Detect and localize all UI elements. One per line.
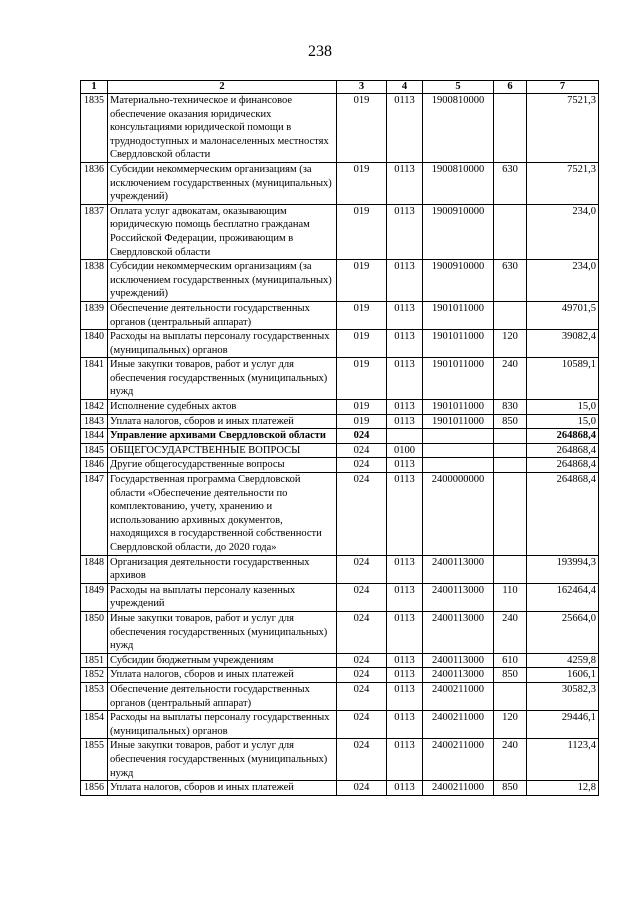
row-number: 1843: [81, 414, 108, 429]
expense-type-code: [494, 473, 527, 556]
section-code: [387, 429, 423, 444]
table-row: [81, 739, 599, 781]
item-name: Уплата налогов, сборов и иных платежей: [108, 781, 337, 796]
amount: 234,0: [527, 204, 599, 259]
expense-type-code: 630: [494, 260, 527, 302]
row-number: 1847: [81, 473, 108, 556]
section-code: 0100: [387, 443, 423, 458]
item-name: Управление архивами Свердловской области: [108, 429, 337, 444]
table-row: [81, 260, 599, 302]
expense-type-code: [494, 682, 527, 710]
section-code: 0113: [387, 653, 423, 668]
row-number: 1842: [81, 400, 108, 415]
amount: 264868,4: [527, 458, 599, 473]
item-name: Уплата налогов, сборов и иных платежей: [108, 668, 337, 683]
section-code: 0113: [387, 583, 423, 611]
item-name: Организация деятельности государственных архивов: [108, 555, 337, 583]
amount: 49701,5: [527, 301, 599, 329]
ministry-code: 024: [337, 443, 387, 458]
target-article-code: [423, 443, 494, 458]
row-number: 1854: [81, 711, 108, 739]
table-row: [81, 473, 599, 556]
item-name: Оплата услуг адвокатам, оказывающим юридическую помощь бесплатно гражданам Российской Федерации, проживающим в Свердловской области: [108, 204, 337, 259]
item-name: Расходы на выплаты персоналу государственных (муниципальных) органов: [108, 330, 337, 358]
amount: 1123,4: [527, 739, 599, 781]
table-row: [81, 301, 599, 329]
row-number: 1839: [81, 301, 108, 329]
ministry-code: 024: [337, 555, 387, 583]
target-article-code: 1901011000: [423, 358, 494, 400]
section-code: 0113: [387, 473, 423, 556]
header-col-3: 3: [337, 81, 387, 94]
ministry-code: 024: [337, 429, 387, 444]
page-number: 238: [308, 43, 332, 60]
ministry-code: 024: [337, 458, 387, 473]
section-code: 0113: [387, 94, 423, 163]
table-row: [81, 162, 599, 204]
expense-type-code: 850: [494, 668, 527, 683]
amount: 10589,1: [527, 358, 599, 400]
table-row: [81, 443, 599, 458]
amount: 264868,4: [527, 473, 599, 556]
header-col-7: 7: [527, 81, 599, 94]
expense-type-code: 240: [494, 739, 527, 781]
expense-type-code: 850: [494, 414, 527, 429]
item-name: Иные закупки товаров, работ и услуг для обеспечения государственных (муниципальных) нужд: [108, 739, 337, 781]
row-number: 1838: [81, 260, 108, 302]
ministry-code: 024: [337, 653, 387, 668]
target-article-code: [423, 458, 494, 473]
ministry-code: 024: [337, 711, 387, 739]
item-name: Субсидии некоммерческим организациям (за исключением государственных (муниципальных) учреждений): [108, 260, 337, 302]
expense-type-code: 830: [494, 400, 527, 415]
expense-type-code: 850: [494, 781, 527, 796]
ministry-code: 019: [337, 414, 387, 429]
section-code: 0113: [387, 204, 423, 259]
row-number: 1837: [81, 204, 108, 259]
target-article-code: 2400113000: [423, 555, 494, 583]
section-code: 0113: [387, 781, 423, 796]
table-row: [81, 429, 599, 444]
target-article-code: 1900810000: [423, 94, 494, 163]
item-name: Субсидии бюджетным учреждениям: [108, 653, 337, 668]
table-header-row: [81, 81, 599, 94]
amount: 162464,4: [527, 583, 599, 611]
amount: 30582,3: [527, 682, 599, 710]
target-article-code: [423, 429, 494, 444]
amount: 12,8: [527, 781, 599, 796]
table-row: [81, 611, 599, 653]
amount: 264868,4: [527, 429, 599, 444]
ministry-code: 024: [337, 473, 387, 556]
row-number: 1845: [81, 443, 108, 458]
amount: 7521,3: [527, 94, 599, 163]
target-article-code: 2400211000: [423, 682, 494, 710]
amount: 29446,1: [527, 711, 599, 739]
expense-type-code: [494, 429, 527, 444]
target-article-code: 1900910000: [423, 204, 494, 259]
ministry-code: 019: [337, 162, 387, 204]
amount: 234,0: [527, 260, 599, 302]
ministry-code: 019: [337, 301, 387, 329]
amount: 7521,3: [527, 162, 599, 204]
table-row: [81, 668, 599, 683]
ministry-code: 019: [337, 330, 387, 358]
table-row: [81, 414, 599, 429]
header-col-6: 6: [494, 81, 527, 94]
table-body: [81, 94, 599, 796]
table-row: [81, 682, 599, 710]
expense-type-code: 630: [494, 162, 527, 204]
section-code: 0113: [387, 260, 423, 302]
ministry-code: 019: [337, 94, 387, 163]
section-code: 0113: [387, 301, 423, 329]
table-row: [81, 711, 599, 739]
expense-type-code: [494, 94, 527, 163]
expense-type-code: 120: [494, 330, 527, 358]
item-name: Государственная программа Свердловской области «Обеспечение деятельности по комплектованию, учету, хранению и использованию архивных документов, находящихся в государственной собственности Свердловской области, до 2020 года»: [108, 473, 337, 556]
item-name: Иные закупки товаров, работ и услуг для обеспечения государственных (муниципальных) нужд: [108, 358, 337, 400]
header-col-4: 4: [387, 81, 423, 94]
ministry-code: 024: [337, 611, 387, 653]
item-name: Другие общегосударственные вопросы: [108, 458, 337, 473]
target-article-code: 2400211000: [423, 739, 494, 781]
section-code: 0113: [387, 555, 423, 583]
section-code: 0113: [387, 358, 423, 400]
item-name: Исполнение судебных актов: [108, 400, 337, 415]
ministry-code: 019: [337, 260, 387, 302]
table-row: [81, 781, 599, 796]
item-name: Расходы на выплаты персоналу казенных учреждений: [108, 583, 337, 611]
section-code: 0113: [387, 668, 423, 683]
target-article-code: 2400113000: [423, 611, 494, 653]
row-number: 1852: [81, 668, 108, 683]
ministry-code: 019: [337, 358, 387, 400]
expense-type-code: [494, 555, 527, 583]
expense-type-code: [494, 443, 527, 458]
item-name: ОБЩЕГОСУДАРСТВЕННЫЕ ВОПРОСЫ: [108, 443, 337, 458]
ministry-code: 019: [337, 204, 387, 259]
item-name: Обеспечение деятельности государственных органов (центральный аппарат): [108, 682, 337, 710]
row-number: 1850: [81, 611, 108, 653]
section-code: 0113: [387, 400, 423, 415]
target-article-code: 1901011000: [423, 400, 494, 415]
amount: 193994,3: [527, 555, 599, 583]
amount: 1606,1: [527, 668, 599, 683]
table-row: [81, 583, 599, 611]
amount: 15,0: [527, 400, 599, 415]
section-code: 0113: [387, 414, 423, 429]
expense-type-code: 610: [494, 653, 527, 668]
header-col-1: 1: [81, 81, 108, 94]
target-article-code: 2400000000: [423, 473, 494, 556]
table-row: [81, 458, 599, 473]
section-code: 0113: [387, 611, 423, 653]
target-article-code: 1900810000: [423, 162, 494, 204]
item-name: Субсидии некоммерческим организациям (за исключением государственных (муниципальных) учреждений): [108, 162, 337, 204]
row-number: 1835: [81, 94, 108, 163]
target-article-code: 1900910000: [423, 260, 494, 302]
row-number: 1853: [81, 682, 108, 710]
item-name: Уплата налогов, сборов и иных платежей: [108, 414, 337, 429]
expense-type-code: [494, 301, 527, 329]
ministry-code: 019: [337, 400, 387, 415]
row-number: 1844: [81, 429, 108, 444]
amount: 25664,0: [527, 611, 599, 653]
target-article-code: 2400113000: [423, 653, 494, 668]
target-article-code: 1901011000: [423, 414, 494, 429]
amount: 39082,4: [527, 330, 599, 358]
row-number: 1851: [81, 653, 108, 668]
target-article-code: 2400211000: [423, 711, 494, 739]
expense-type-code: 120: [494, 711, 527, 739]
expense-type-code: [494, 458, 527, 473]
table-row: [81, 94, 599, 163]
row-number: 1846: [81, 458, 108, 473]
section-code: 0113: [387, 711, 423, 739]
ministry-code: 024: [337, 668, 387, 683]
row-number: 1848: [81, 555, 108, 583]
row-number: 1856: [81, 781, 108, 796]
ministry-code: 024: [337, 583, 387, 611]
amount: 4259,8: [527, 653, 599, 668]
table-row: [81, 555, 599, 583]
item-name: Иные закупки товаров, работ и услуг для обеспечения государственных (муниципальных) нужд: [108, 611, 337, 653]
ministry-code: 024: [337, 739, 387, 781]
expense-type-code: [494, 204, 527, 259]
target-article-code: 1901011000: [423, 330, 494, 358]
amount: 264868,4: [527, 443, 599, 458]
header-col-5: 5: [423, 81, 494, 94]
section-code: 0113: [387, 682, 423, 710]
target-article-code: 2400113000: [423, 583, 494, 611]
table-row: [81, 358, 599, 400]
expense-type-code: 240: [494, 611, 527, 653]
ministry-code: 024: [337, 682, 387, 710]
expense-type-code: 240: [494, 358, 527, 400]
section-code: 0113: [387, 330, 423, 358]
row-number: 1840: [81, 330, 108, 358]
table-row: [81, 204, 599, 259]
table-row: [81, 653, 599, 668]
target-article-code: 1901011000: [423, 301, 494, 329]
item-name: Расходы на выплаты персоналу государственных (муниципальных) органов: [108, 711, 337, 739]
budget-table: [80, 80, 599, 796]
target-article-code: 2400211000: [423, 781, 494, 796]
amount: 15,0: [527, 414, 599, 429]
table-row: [81, 330, 599, 358]
target-article-code: 2400113000: [423, 668, 494, 683]
section-code: 0113: [387, 162, 423, 204]
item-name: Обеспечение деятельности государственных органов (центральный аппарат): [108, 301, 337, 329]
row-number: 1841: [81, 358, 108, 400]
ministry-code: 024: [337, 781, 387, 796]
table-row: [81, 400, 599, 415]
expense-type-code: 110: [494, 583, 527, 611]
section-code: 0113: [387, 739, 423, 781]
header-col-2: 2: [108, 81, 337, 94]
row-number: 1836: [81, 162, 108, 204]
section-code: 0113: [387, 458, 423, 473]
row-number: 1849: [81, 583, 108, 611]
item-name: Материально-техническое и финансовое обеспечение оказания юридических консультациями юридической помощи в труднодоступных и малонаселенных местностях Свердловской области: [108, 94, 337, 163]
row-number: 1855: [81, 739, 108, 781]
